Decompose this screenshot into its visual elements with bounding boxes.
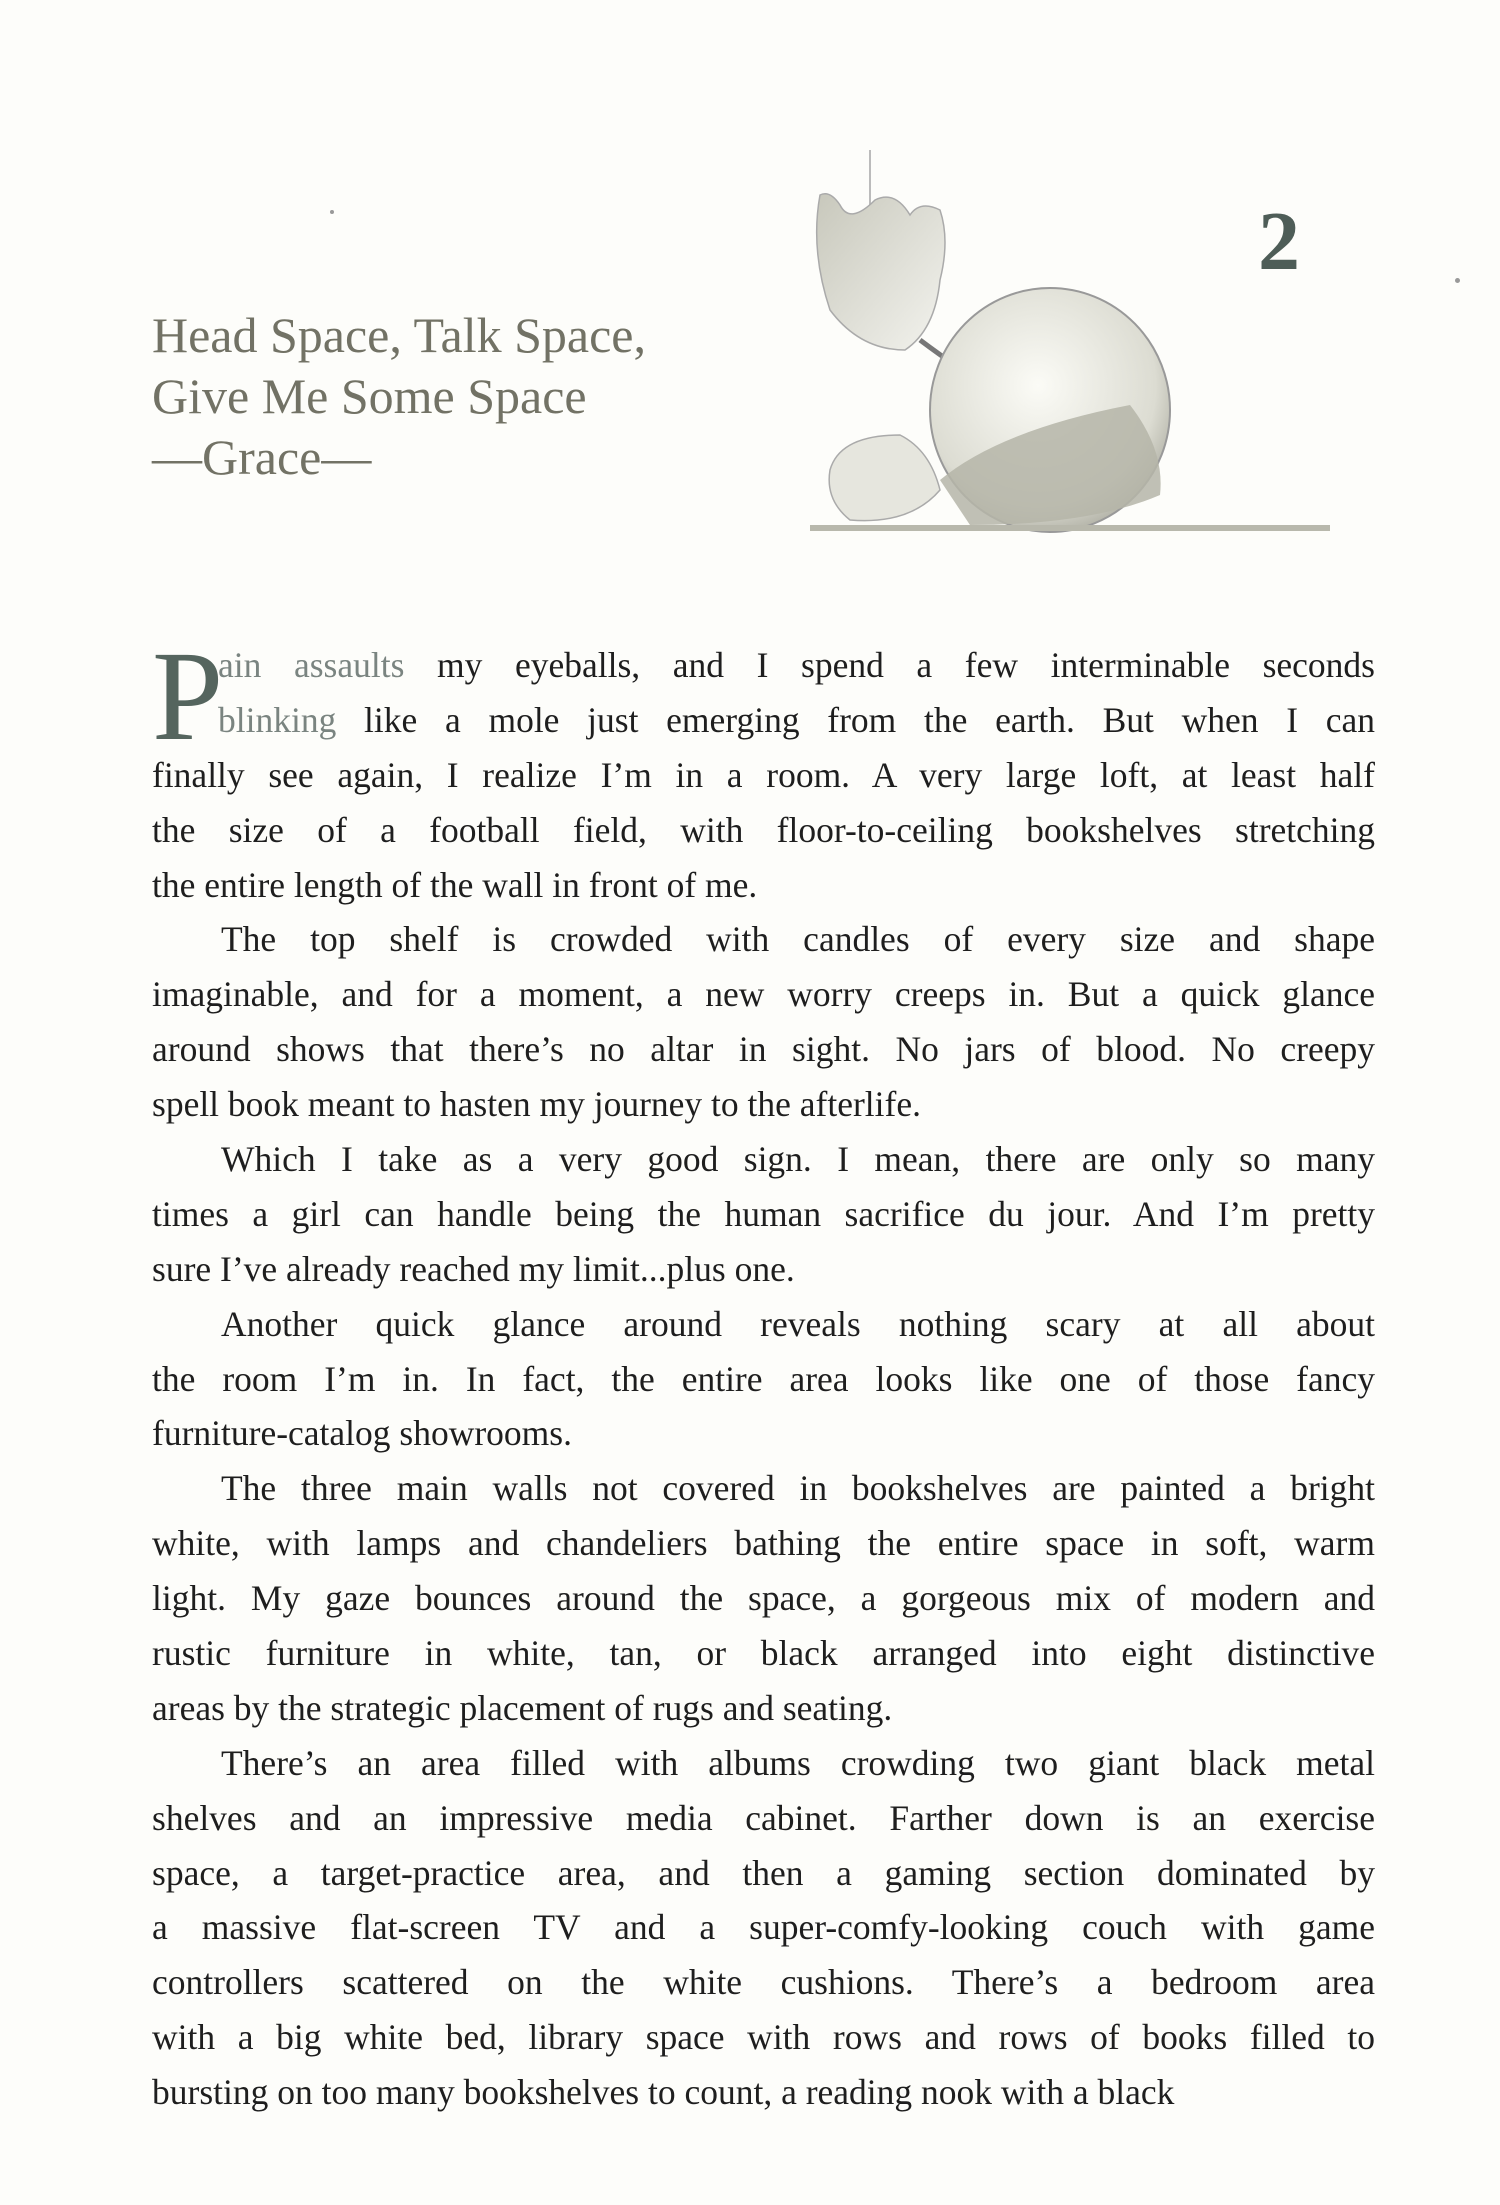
text-line: Which I take as a very good sign. I mean, there are only so many (221, 1139, 1375, 1180)
text-line: shelves and an impressive media cabinet. Farther down is an exercise (152, 1797, 1375, 1838)
text-line: furniture-catalog showrooms. (152, 1413, 572, 1454)
text-line (152, 693, 1375, 748)
text-line: the entire length of the wall in front of me. (152, 864, 758, 905)
text-line: The top shelf is crowded with candles of every size and shape (221, 919, 1375, 960)
chapter-number: 2 (1258, 195, 1300, 288)
chapter-body (152, 625, 1375, 2120)
chapter-title (152, 305, 646, 488)
text-line: around shows that there’s no altar in sight. No jars of blood. No creepy (152, 1029, 1375, 1070)
text-line: finally see again, I realize I’m in a room. A very large loft, at least half (152, 754, 1375, 795)
line-text: like a mole just emerging from the earth. But when I can (336, 699, 1375, 740)
text-line: white, with lamps and chandeliers bathing the entire space in soft, warm (152, 1523, 1375, 1564)
line-text: my eyeballs, and I spend a few interminable seconds (404, 645, 1375, 685)
text-line: Another quick glance around reveals nothing scary at all about (221, 1303, 1375, 1344)
text-line: bursting on too many bookshelves to count, a reading nook with a black (152, 2072, 1175, 2113)
text-line: The three main walls not covered in bookshelves are painted a bright (221, 1468, 1375, 1509)
drop-cap: P (152, 625, 224, 767)
text-line: a massive flat-screen TV and a super-comfy-looking couch with game (152, 1907, 1375, 1948)
text-line: the size of a football field, with floor-to-ceiling bookshelves stretching (152, 809, 1375, 850)
text-line: the room I’m in. In fact, the entire area looks like one of those fancy (152, 1358, 1375, 1399)
text-line: rustic furniture in white, tan, or black arranged into eight distinctive (152, 1633, 1375, 1674)
text-line: light. My gaze bounces around the space, a gorgeous mix of modern and (152, 1578, 1375, 1619)
text-line: sure I’ve already reached my limit...plus one. (152, 1248, 795, 1289)
chapter-title-line: Give Me Some Space (152, 368, 587, 424)
text-line: space, a target-practice area, and then a gaming section dominated by (152, 1852, 1375, 1893)
chapter-title-line: Head Space, Talk Space, (152, 307, 646, 363)
print-speck (330, 210, 334, 214)
second-line-word: blinking (218, 699, 337, 740)
text-line: controllers scattered on the white cushions. There’s a bedroom area (152, 1962, 1375, 2003)
text-line: with a big white bed, library space with rows and rows of books filled to (152, 2017, 1375, 2058)
print-speck (1455, 278, 1460, 283)
text-line (152, 638, 1375, 693)
first-word: ain assaults (218, 645, 405, 685)
text-line: areas by the strategic placement of rugs and seating. (152, 1687, 893, 1728)
chapter-subtitle: —Grace— (152, 429, 372, 485)
text-line: imaginable, and for a moment, a new worry creeps in. But a quick glance (152, 974, 1375, 1015)
eggshell-illustration (790, 150, 1360, 540)
text-line: spell book meant to hasten my journey to the afterlife. (152, 1084, 921, 1125)
text-line: There’s an area filled with albums crowding two giant black metal (221, 1742, 1375, 1783)
text-line: times a girl can handle being the human sacrifice du jour. And I’m pretty (152, 1193, 1375, 1234)
